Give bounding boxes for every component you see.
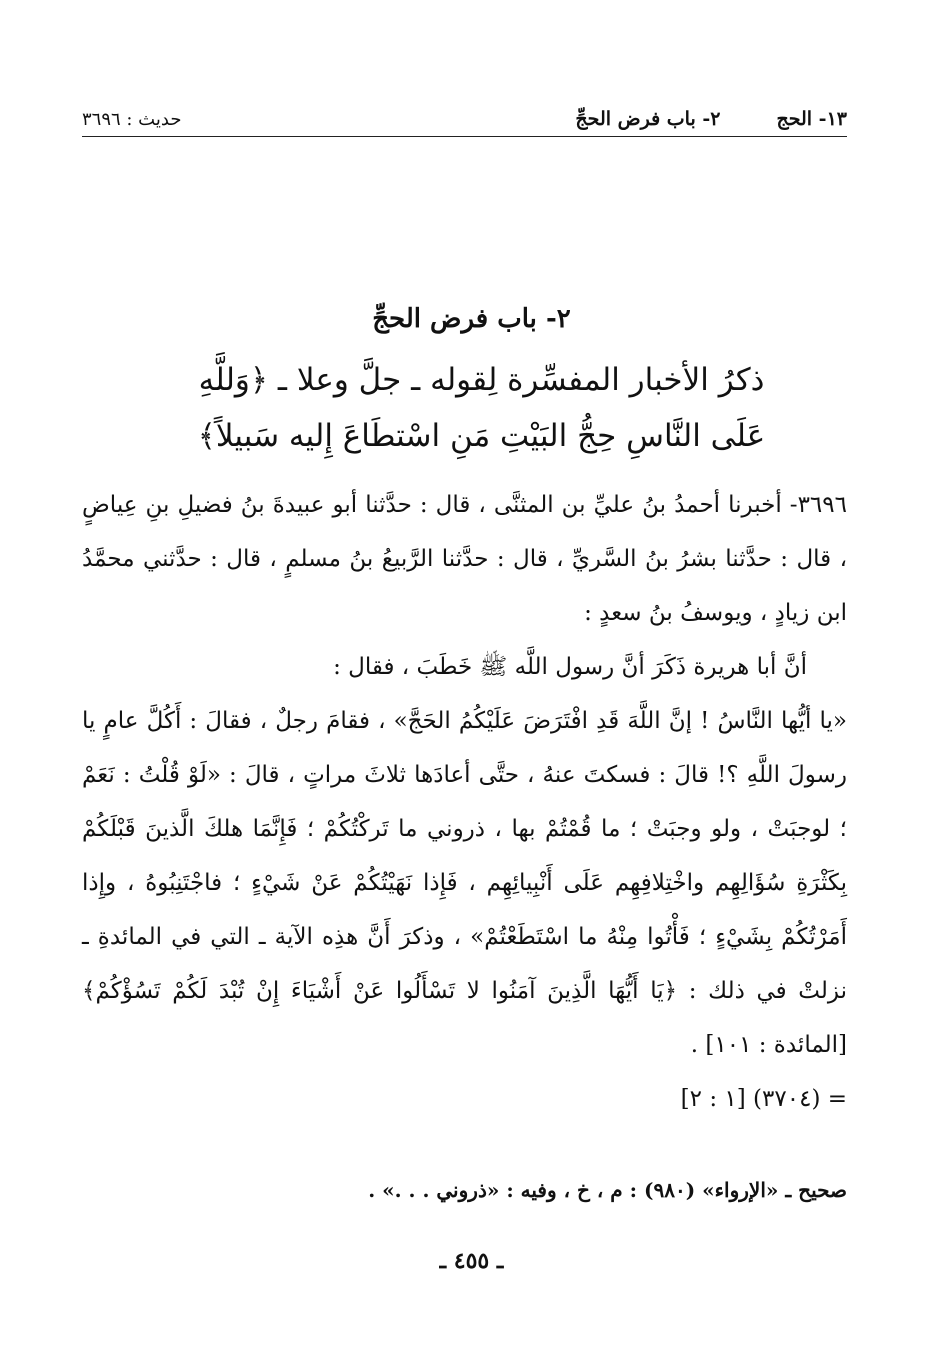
page-number: ـ ٤٥٥ ـ <box>439 1248 504 1274</box>
running-header-right <box>575 108 847 130</box>
hadith-cross-reference: = (٣٧٠٤) [١ : ٢] <box>680 1086 847 1112</box>
section-subtitle: ذكرُ الأخبار المفسِّرة لِقوله ـ جلَّ وعلا ـ ﴿وَللَّهِ عَلَى النَّاسِ حِجُّ البَيْتِ مَنِ اسْتطَاعَ إِليه سَبيلاً﴾ <box>197 362 766 454</box>
hadith-intro: أنَّ أبا هريرة ذَكَرَ أنَّ رسول اللَّه ﷺ خَطَبَ ، فقال : <box>333 654 807 680</box>
hadith-isnad: ٣٦٩٦- أخبرنا أحمدُ بنُ عليِّ بن المثنَّى ، قال : حدَّثنا أبو عبيدةَ بنُ فضيلِ بنِ عِياضٍ ، قال : حدَّثنا بشرُ بنُ السَّريِّ ، قال : حدَّثنا الرَّبيعُ بنُ مسلمٍ ، قال : حدَّثني محمَّدُ ابن زيادٍ ، ويوسفُ بنُ سعدٍ : <box>82 492 848 626</box>
running-header <box>82 94 847 137</box>
hadith-matn: «يا أيُّها النَّاسُ ! إنَّ اللَّهَ قَدِ افْتَرَضَ عَلَيْكُمُ الحَجَّ» ، فقامَ رجلٌ ، فقالَ : أَكُلَّ عامٍ يا رسولَ اللَّهِ ؟! قالَ : فسكتَ عنهُ ، حتَّى أعادَها ثلاثَ مراتٍ ، قالَ : «لَوْ قُلْتُ : نَعَمْ ؛ لوجبَتْ ، ولو وجبَتْ ؛ ما قُمْتُمْ بها ، ذروني ما تَركْتُكُمْ ؛ فَإِنَّمَا هلكَ الَّذينَ قَبْلَكُمْ بِكَثْرَةِ سُؤَالِهِم واخْتِلافِهِم عَلَى أَنْبِيائِهِم ، فَإِذا نَهَيْتُكُمْ عَنْ شَيْءٍ ؛ فاجْتَنِبُوهُ ، وإِذا أَمَرْتُكُمْ بِشَيْءٍ ؛ فَأْتُوا مِنْهُ ما اسْتَطَعْتُمْ» ، وذكرَ أَنَّ هذِه الآية ـ التي في المائدةِ ـ نزلتْ في ذلك : ﴿يَا أَيُّهَا الَّذِينَ آمَنُوا لا تَسْأَلُوا عَنْ أَشْيَاءَ إِنْ تُبْدَ لَكُمْ تَسُؤْكُمْ﴾ [المائدة : ١٠١] . <box>82 708 847 1058</box>
hadith-grade: صحيح ـ «الإرواء» (٩٨٠) : م ، خ ، وفيه : «ذروني . . .» . <box>368 1178 847 1202</box>
header-chapter: ١٣- الحج <box>776 108 847 130</box>
header-section: ٢- باب فرض الحجِّ <box>575 108 721 130</box>
header-hadith-ref: حديث : ٣٦٩٦ <box>82 109 182 130</box>
chapter-title: ٢- باب فرض الحجِّ <box>372 304 571 334</box>
hadith-body <box>82 478 847 1126</box>
